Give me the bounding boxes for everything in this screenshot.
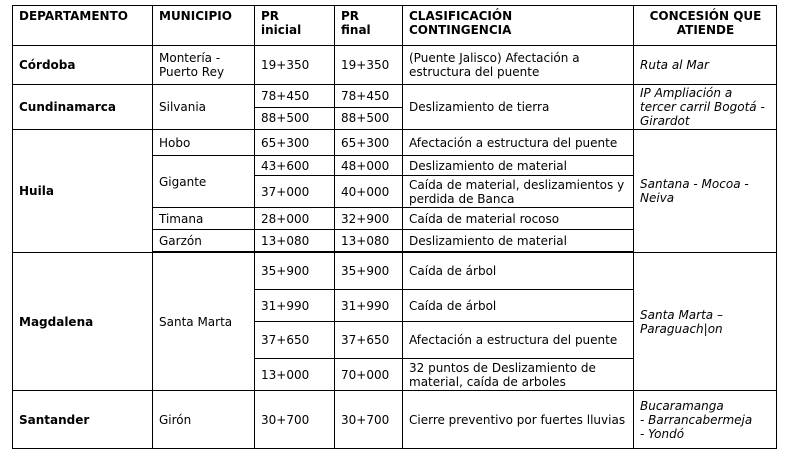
pr-final-cell: 37+650 — [335, 322, 403, 359]
pr-final-cell: 88+500 — [335, 107, 403, 130]
municipio-cell: Timana — [153, 208, 255, 230]
pr-inicial-cell: 13+000 — [255, 359, 335, 391]
municipio-cell: Garzón — [153, 230, 255, 252]
concesion-cell: Santana - Mocoa - Neiva — [634, 130, 777, 253]
departamento-cell: Santander — [13, 391, 153, 449]
pr-final-cell: 70+000 — [335, 359, 403, 391]
pr-inicial-cell: 30+700 — [255, 391, 335, 449]
municipio-cell: Gigante — [153, 156, 255, 208]
pr-inicial-cell: 37+000 — [255, 176, 335, 208]
clasificacion-cell: Cierre preventivo por fuertes lluvias — [403, 391, 634, 449]
clasificacion-cell: Deslizamiento de material — [403, 230, 634, 252]
concesion-cell: Ruta al Mar — [634, 46, 777, 85]
pr-inicial-cell: 88+500 — [255, 107, 335, 130]
pr-inicial-cell: 78+450 — [255, 85, 335, 108]
contingency-table — [12, 5, 777, 449]
clasificacion-cell: Caída de árbol — [403, 290, 634, 322]
clasificacion-cell: Deslizamiento de material — [403, 156, 634, 176]
header-pr-final: PR final — [335, 6, 403, 46]
pr-final-cell: 35+900 — [335, 253, 403, 290]
concesion-cell: Santa Marta – Paraguach|on — [634, 253, 777, 391]
municipio-cell: Santa Marta — [153, 253, 255, 391]
pr-final-cell: 32+900 — [335, 208, 403, 230]
pr-final-cell: 40+000 — [335, 176, 403, 208]
pr-final-cell: 19+350 — [335, 46, 403, 85]
departamento-cell: Magdalena — [13, 253, 153, 391]
pr-final-cell: 78+450 — [335, 85, 403, 108]
table-row — [13, 85, 777, 108]
departamento-cell: Cundinamarca — [13, 85, 153, 130]
pr-final-cell: 13+080 — [335, 230, 403, 252]
concesion-cell: IP Ampliación a tercer carril Bogotá - Girardot — [634, 85, 777, 130]
pr-inicial-cell: 19+350 — [255, 46, 335, 85]
pr-inicial-cell: 43+600 — [255, 156, 335, 176]
municipio-cell: Silvania — [153, 85, 255, 130]
pr-inicial-cell: 13+080 — [255, 230, 335, 252]
departamento-cell: Huila — [13, 130, 153, 253]
municipio-cell: Montería - Puerto Rey — [153, 46, 255, 85]
municipio-cell: Girón — [153, 391, 255, 449]
table-row — [13, 391, 777, 449]
clasificacion-cell: Afectación a estructura del puente — [403, 322, 634, 359]
header-departamento: DEPARTAMENTO — [13, 6, 153, 46]
clasificacion-cell: Caída de árbol — [403, 253, 634, 290]
clasificacion-cell: (Puente Jalisco) Afectación a estructura del puente — [403, 46, 634, 85]
clasificacion-cell: Caída de material, deslizamientos y perdida de Banca — [403, 176, 634, 208]
table-row — [13, 253, 777, 290]
departamento-cell: Córdoba — [13, 46, 153, 85]
pr-inicial-cell: 31+990 — [255, 290, 335, 322]
table-row — [13, 46, 777, 85]
clasificacion-cell: Caída de material rocoso — [403, 208, 634, 230]
header-municipio: MUNICIPIO — [153, 6, 255, 46]
pr-final-cell: 65+300 — [335, 130, 403, 156]
table-row — [13, 130, 777, 156]
concesion-cell: Bucaramanga - Barrancabermeja - Yondó — [634, 391, 777, 449]
clasificacion-cell: 32 puntos de Deslizamiento de material, caída de arboles — [403, 359, 634, 391]
pr-final-cell: 31+990 — [335, 290, 403, 322]
pr-final-cell: 48+000 — [335, 156, 403, 176]
header-concesion: CONCESIÓN QUE ATIENDE — [634, 6, 777, 46]
clasificacion-cell: Afectación a estructura del puente — [403, 130, 634, 156]
clasificacion-cell: Deslizamiento de tierra — [403, 85, 634, 130]
header-clasificacion: CLASIFICACIÓN CONTINGENCIA — [403, 6, 634, 46]
table-container — [12, 5, 777, 449]
pr-inicial-cell: 65+300 — [255, 130, 335, 156]
header-pr-inicial: PR inicial — [255, 6, 335, 46]
pr-inicial-cell: 28+000 — [255, 208, 335, 230]
municipio-cell: Hobo — [153, 130, 255, 156]
header-row — [13, 6, 777, 46]
pr-inicial-cell: 37+650 — [255, 322, 335, 359]
pr-inicial-cell: 35+900 — [255, 253, 335, 290]
pr-final-cell: 30+700 — [335, 391, 403, 449]
